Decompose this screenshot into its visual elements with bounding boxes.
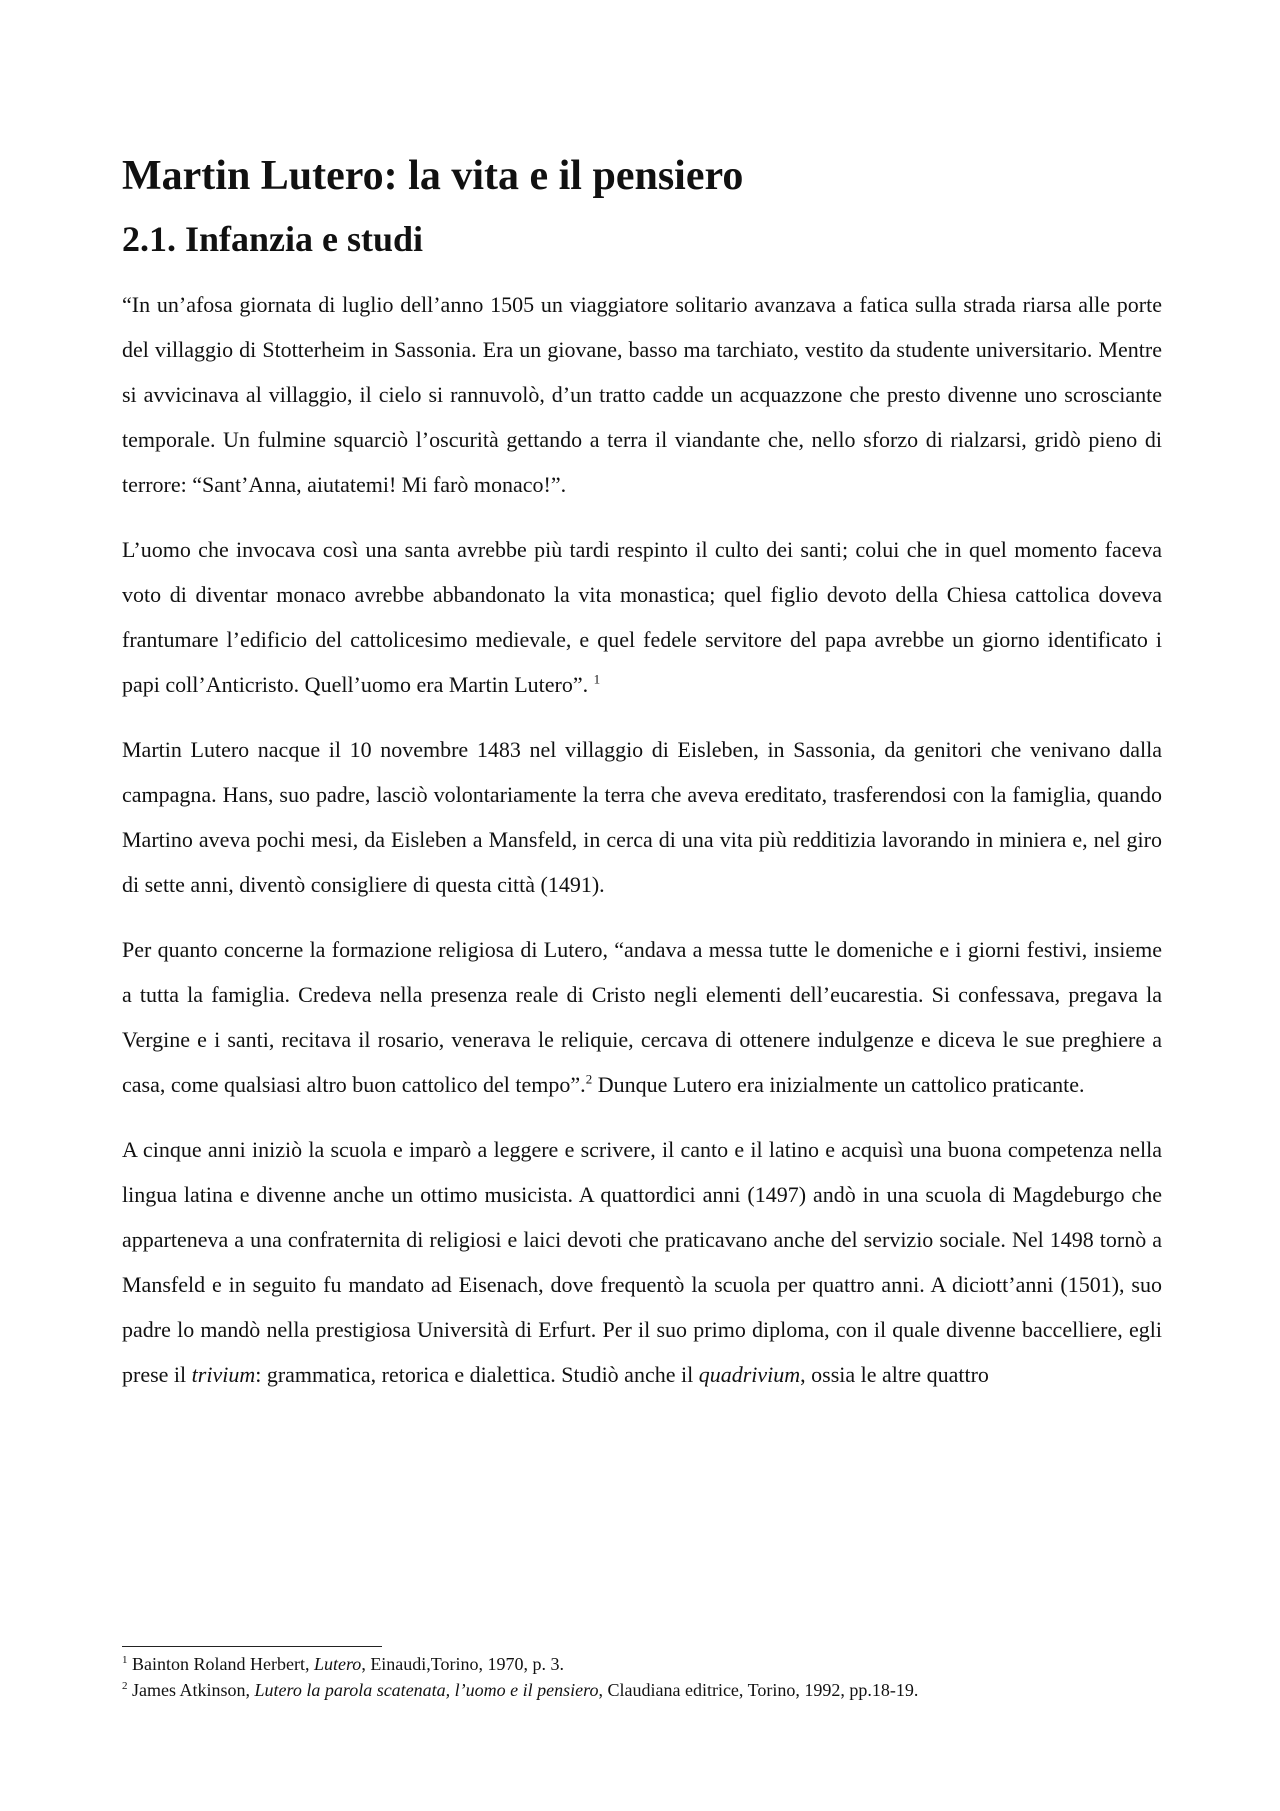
trivium-term: trivium: [191, 1362, 256, 1387]
document-page: [122, 150, 1162, 1417]
footnote-1-author: Bainton Roland Herbert,: [127, 1654, 314, 1674]
footnote-1-details: , Einaudi,Torino, 1970, p. 3.: [361, 1654, 565, 1674]
footnote-1-work: Lutero: [313, 1654, 362, 1674]
footnote-2: [122, 1677, 1162, 1703]
paragraph-4-text-b: Dunque Lutero era inizialmente un cattolico praticante.: [592, 1072, 1085, 1097]
paragraph-2-text: L’uomo che invocava così una santa avrebbe più tardi respinto il culto dei santi; colui che in quel momento faceva voto di diventar monaco avrebbe abbandonato la vita monastica; quel figlio devoto della Chiesa cattolica doveva frantumare l’edificio del cattolicesimo medievale, e quel fedele servitore del papa avrebbe un giorno identificato i papi coll’Anticristo. Quell’uomo era Martin Lutero”.: [122, 537, 1162, 697]
paragraph-1: “In un’afosa giornata di luglio dell’anno 1505 un viaggiatore solitario avanzava a fatica sulla strada riarsa alle porte del villaggio di Stotterheim in Sassonia. Era un giovane, basso ma tarchiato, vestito da studente universitario. Mentre si avvicinava al villaggio, il cielo si rannuvolò, d’un tratto cadde un acquazzone che presto divenne uno scrosciante temporale. Un fulmine squarciò l’oscurità gettando a terra il viandante che, nello sforzo di rialzarsi, gridò pieno di terrore: “Sant’Anna, aiutatemi! Mi farò monaco!”.: [122, 292, 1162, 497]
footnote-2-details: , Claudiana editrice, Torino, 1992, pp.18-19.: [598, 1680, 919, 1700]
document-title: Martin Lutero: la vita e il pensiero: [122, 153, 744, 199]
section-title: 2.1. Infanzia e studi: [122, 219, 424, 259]
footnote-2-number: 2: [122, 1680, 128, 1692]
paragraph-4-text-a: Per quanto concerne la formazione religiosa di Lutero, “andava a messa tutte le domeniche e i giorni festivi, insieme a tutta la famiglia. Credeva nella presenza reale di Cristo negli elementi dell’eucarestia. Si confessava, pregava la Vergine e i santi, recitava il rosario, venerava le reliquie, cercava di ottenere indulgenze e diceva le sue preghiere a casa, come qualsiasi altro buon cattolico del tempo”.: [122, 937, 1162, 1097]
paragraph-2: [122, 527, 1162, 707]
footnote-ref-2[interactable]: 2: [585, 1071, 593, 1087]
paragraph-5: [122, 1127, 1162, 1397]
paragraph-3: Martin Lutero nacque il 10 novembre 1483 nel villaggio di Eisleben, in Sassonia, da genitori che venivano dalla campagna. Hans, suo padre, lasciò volontariamente la terra che aveva ereditato, trasferendosi con la famiglia, quando Martino aveva pochi mesi, da Eisleben a Mansfeld, in cerca di una vita più redditizia lavorando in miniera e, nel giro di sette anni, diventò consigliere di questa città (1491).: [122, 737, 1162, 897]
footnote-2-author: James Atkinson,: [127, 1680, 255, 1700]
quadrivium-term: quadrivium: [698, 1362, 801, 1387]
paragraph-5-text-a: A cinque anni iniziò la scuola e imparò a leggere e scrivere, il canto e il latino e acquisì una buona competenza nella lingua latina e divenne anche un ottimo musicista. A quattordici anni (1497) andò in una scuola di Magdeburgo che apparteneva a una confraternita di religiosi e laici devoti che praticavano anche del servizio sociale. Nel 1498 tornò a Mansfeld e in seguito fu mandato ad Eisenach, dove frequentò la scuola per quattro anni. A diciott’anni (1501), suo padre lo mandò nella prestigiosa Università di Erfurt. Per il suo primo diploma, con il quale divenne baccelliere, egli prese il: [122, 1137, 1162, 1387]
footnote-separator: [122, 1646, 382, 1647]
footnote-ref-1[interactable]: 1: [593, 671, 601, 687]
paragraph-4: [122, 927, 1162, 1107]
footnote-2-work: Lutero la parola scatenata, l’uomo e il pensiero: [254, 1680, 599, 1700]
paragraph-5-text-c: , ossia le altre quattro: [800, 1362, 989, 1387]
footnote-1: [122, 1651, 1162, 1677]
paragraph-5-text-b: : grammatica, retorica e dialettica. Studiò anche il: [255, 1362, 699, 1387]
footnote-1-number: 1: [122, 1654, 128, 1666]
footnotes: [122, 1651, 1162, 1703]
